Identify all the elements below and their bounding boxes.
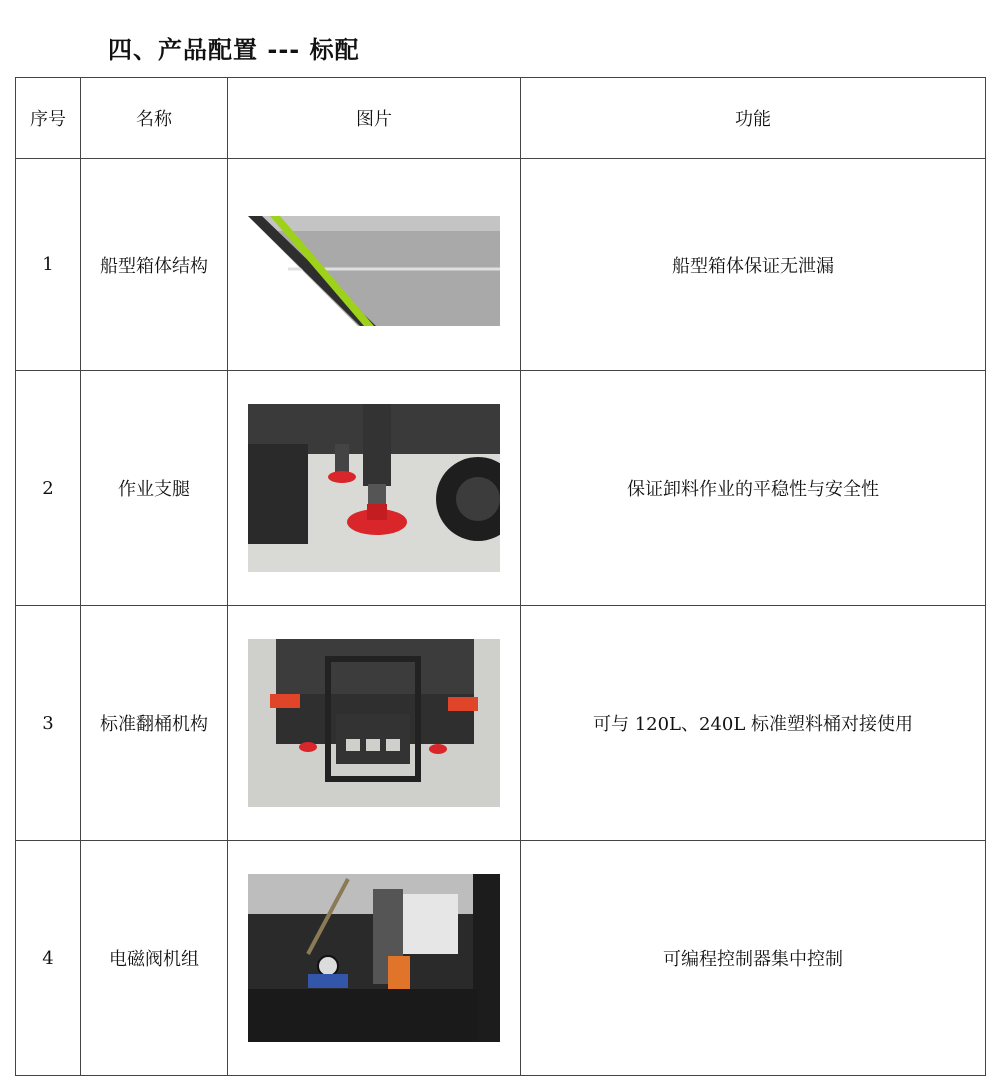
bin-lifter-photo xyxy=(248,639,500,807)
config-table xyxy=(15,77,986,1076)
row-no: 1 xyxy=(16,159,81,371)
row-function: 船型箱体保证无泄漏 xyxy=(521,159,986,371)
support-leg-photo xyxy=(248,404,500,572)
row-function: 可与 120L、240L 标准塑料桶对接使用 xyxy=(521,606,986,841)
table-row xyxy=(16,159,986,371)
row-function: 保证卸料作业的平稳性与安全性 xyxy=(521,371,986,606)
row-image-cell xyxy=(228,606,521,841)
header-function: 功能 xyxy=(521,78,986,159)
boat-body-photo xyxy=(248,181,500,349)
row-image-cell xyxy=(228,371,521,606)
table-header-row xyxy=(16,78,986,159)
table-row xyxy=(16,841,986,1076)
row-name: 电磁阀机组 xyxy=(81,841,228,1076)
row-function: 可编程控制器集中控制 xyxy=(521,841,986,1076)
header-no: 序号 xyxy=(16,78,81,159)
row-no: 4 xyxy=(16,841,81,1076)
row-no: 2 xyxy=(16,371,81,606)
table-row xyxy=(16,606,986,841)
row-image-cell xyxy=(228,841,521,1076)
header-image: 图片 xyxy=(228,78,521,159)
solenoid-valve-photo xyxy=(248,874,500,1042)
row-name: 作业支腿 xyxy=(81,371,228,606)
row-image-cell xyxy=(228,159,521,371)
header-name: 名称 xyxy=(81,78,228,159)
row-name: 船型箱体结构 xyxy=(81,159,228,371)
row-name: 标准翻桶机构 xyxy=(81,606,228,841)
row-no: 3 xyxy=(16,606,81,841)
table-row xyxy=(16,371,986,606)
page-title: 四、产品配置 --- 标配 xyxy=(108,36,360,64)
